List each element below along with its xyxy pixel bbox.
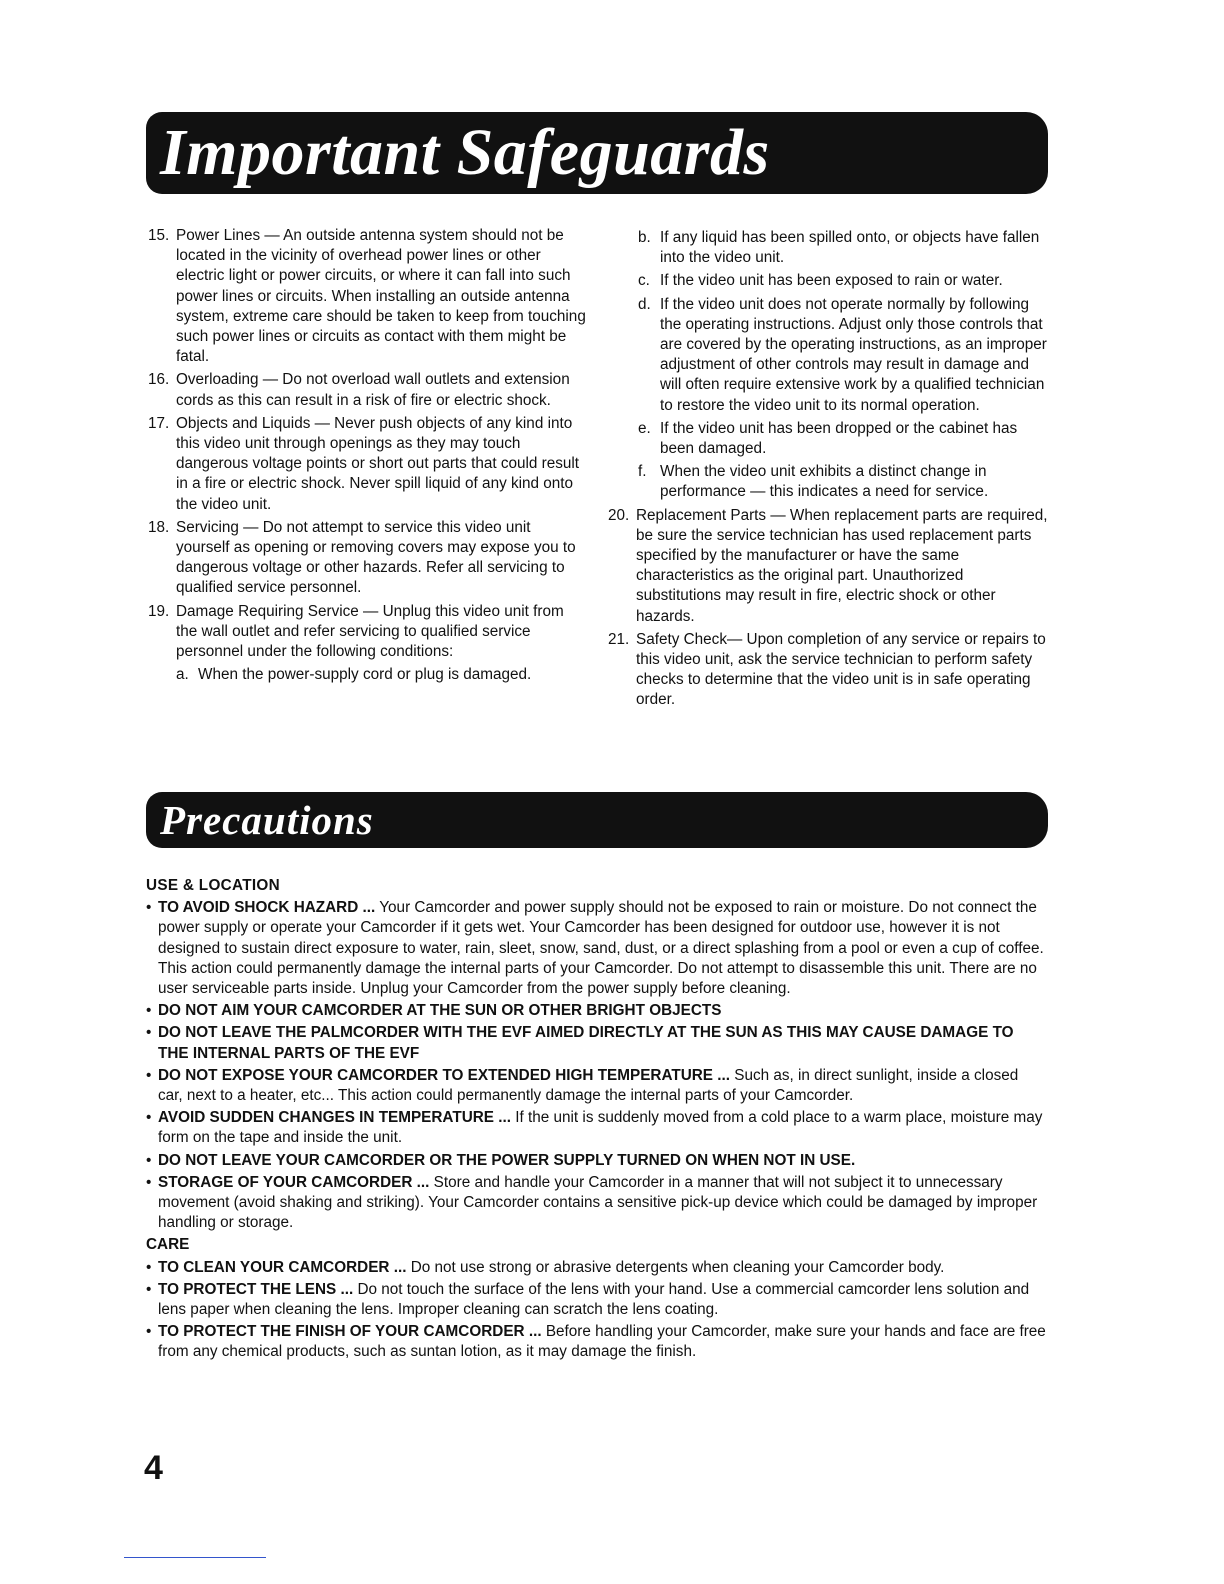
item-text: If the video unit has been exposed to rain or water. xyxy=(660,272,1003,290)
item-text: When the video unit exhibits a distinct change in performance — this indicates a need for service. xyxy=(660,463,989,501)
lettered-subitem xyxy=(148,665,588,685)
item-letter: e. xyxy=(638,419,651,437)
item-text: If the video unit has been dropped or the cabinet has been damaged. xyxy=(660,419,1018,458)
precaution-bullet xyxy=(146,1108,1046,1148)
care-heading: CARE xyxy=(146,1236,190,1254)
bullet-icon: • xyxy=(146,1066,152,1084)
bullet-lead: TO PROTECT THE LENS ... xyxy=(158,1280,354,1298)
precaution-bullet xyxy=(146,1173,1046,1234)
bullet-icon: • xyxy=(146,1002,152,1020)
bullet-text: If the unit is suddenly moved from a cold place to a warm place, moisture may form on the tape and inside the unit. xyxy=(158,1109,1043,1147)
item-text: Objects and Liquids — Never push objects of any kind into this video unit through openings as they may touch dangerous voltage points or short out parts that could result in a fire or electric shock. Never spill liquid of any kind onto the video unit. xyxy=(176,414,580,513)
page-number: 4 xyxy=(144,1449,163,1487)
precaution-bullet xyxy=(146,898,1046,999)
item-text: If the video unit does not operate normally by following the operating instructions. Adjust only those controls that are covered by the operating instructions, as an improper adjustment of other controls may result in damage and will often require extensive work by a qualified technician to restore the video unit to its normal operation. xyxy=(660,295,1047,414)
safeguards-left-column xyxy=(148,226,588,688)
bullet-icon: • xyxy=(146,1323,152,1341)
item-number: 19. xyxy=(148,602,170,620)
bullet-body xyxy=(158,1173,1046,1234)
numbered-item xyxy=(148,602,588,663)
item-text: Overloading — Do not overload wall outlets and extension cords as this can result in a risk of fire or electric shock. xyxy=(176,371,570,409)
bullet-body xyxy=(158,1066,1046,1106)
bullet-body xyxy=(158,1322,1046,1362)
precaution-bullet xyxy=(146,1258,1046,1278)
bullet-body xyxy=(158,1151,1046,1171)
bullet-lead: TO PROTECT THE FINISH OF YOUR CAMCORDER ... xyxy=(158,1323,542,1341)
precaution-bullet xyxy=(146,1066,1046,1106)
item-letter: a. xyxy=(176,666,189,684)
safeguards-right-column xyxy=(608,228,1048,714)
lettered-subitem xyxy=(608,419,1048,459)
bullet-text: Your Camcorder and power supply should not be exposed to rain or moisture. Do not connect the power supply or operate your Camcorder if it gets wet. Your Camcorder has been designed for outdoor use, however it is not designed to sustain direct exposure to water, rain, sleet, snow, sand, dust, or a direct splashing from a pool or even a cup of coffee. This action could permanently damage the internal parts of your Camcorder. Do not attempt to disassemble this unit. There are no user serviceable parts inside. Unplug your Camcorder from the power supply before cleaning. xyxy=(158,899,1044,998)
item-number: 15. xyxy=(148,227,170,244)
lettered-subitem xyxy=(608,271,1048,291)
numbered-item xyxy=(608,630,1048,711)
item-number: 16. xyxy=(148,371,170,389)
lettered-subitem xyxy=(608,228,1048,268)
item-text: Replacement Parts — When replacement parts are required, be sure the service technician has used replacement parts specified by the manufacturer or have the same characteristics as the original part. Unauthorized substitutions may result in fire, electric shock or other hazards. xyxy=(636,506,1048,625)
bullet-lead: STORAGE OF YOUR CAMCORDER ... xyxy=(158,1173,430,1191)
bullet-text: Do not use strong or abrasive detergents when cleaning your Camcorder body. xyxy=(406,1258,945,1276)
item-number: 18. xyxy=(148,518,170,536)
numbered-item xyxy=(148,518,588,599)
bullet-lead: TO AVOID SHOCK HAZARD ... xyxy=(158,899,376,917)
item-number: 20. xyxy=(608,506,630,524)
numbered-item xyxy=(148,414,588,515)
precautions-section xyxy=(146,876,1046,1365)
bullet-icon: • xyxy=(146,899,152,917)
bullet-icon: • xyxy=(146,1109,152,1127)
bullet-icon: • xyxy=(146,1024,152,1042)
bullet-lead: DO NOT AIM YOUR CAMCORDER AT THE SUN OR OTHER BRIGHT OBJECTS xyxy=(158,1002,722,1020)
bullet-body xyxy=(158,1258,1046,1278)
item-number: 17. xyxy=(148,414,170,432)
bullet-text: Store and handle your Camcorder in a manner that will not subject it to unnecessary movement (avoid shaking and striking). Your Camcorder contains a sensitive pick-up device which could be damaged by improper handling or storage. xyxy=(158,1173,1038,1232)
precaution-bullet xyxy=(146,1280,1046,1320)
bullet-lead: DO NOT LEAVE YOUR CAMCORDER OR THE POWER SUPPLY TURNED ON WHEN NOT IN USE. xyxy=(158,1151,856,1169)
bullet-body xyxy=(158,1001,1046,1021)
precautions-title: Precautions xyxy=(160,797,374,843)
bullet-body xyxy=(158,1280,1046,1320)
item-text: Servicing — Do not attempt to service this video unit yourself as opening or removing covers may expose you to dangerous voltage or other hazards. Refer all servicing to qualified service personnel. xyxy=(176,518,576,597)
use-location-heading: USE & LOCATION xyxy=(146,877,280,894)
safeguards-title: Important Safeguards xyxy=(160,116,770,189)
bullet-icon: • xyxy=(146,1151,152,1169)
numbered-item xyxy=(608,506,1048,627)
item-number: 21. xyxy=(608,630,630,648)
bullet-text: Such as, in direct sunlight, inside a closed car, next to a heater, etc... This action could permanently damage the internal parts of your Camcorder. xyxy=(158,1066,1019,1105)
bullet-icon: • xyxy=(146,1173,152,1191)
lettered-subitem xyxy=(608,462,1048,502)
bullet-icon: • xyxy=(146,1258,152,1276)
bullet-body xyxy=(158,1108,1046,1148)
item-text: If any liquid has been spilled onto, or objects have fallen into the video unit. xyxy=(660,229,1040,267)
numbered-item xyxy=(148,370,588,410)
safeguards-banner xyxy=(146,112,1048,194)
item-text: Power Lines — An outside antenna system should not be located in the vicinity of overhead power lines or other electric light or power circuits, or where it can fall into such power lines or circuits. When installing an outside antenna system, extreme care should be taken to keep from touching such power lines or circuits as contact with them might be fatal. xyxy=(176,227,586,366)
footer-rule xyxy=(124,1557,266,1558)
item-letter: b. xyxy=(638,229,651,246)
precaution-bullet xyxy=(146,1151,1046,1171)
item-text: Damage Requiring Service — Unplug this video unit from the wall outlet and refer servicing to qualified service personnel under the following conditions: xyxy=(176,602,564,661)
item-letter: f. xyxy=(638,463,647,481)
bullet-lead: DO NOT LEAVE THE PALMCORDER WITH THE EVF AIMED DIRECTLY AT THE SUN AS THIS MAY CAUSE DAMAGE TO THE INTERNAL PARTS OF THE EVF xyxy=(158,1024,1014,1062)
bullet-text: Do not touch the surface of the lens with your hand. Use a commercial camcorder lens solution and lens paper when cleaning the lens. Improper cleaning can scratch the lens coating. xyxy=(158,1280,1030,1319)
precaution-bullet xyxy=(146,1023,1046,1063)
bullet-lead: AVOID SUDDEN CHANGES IN TEMPERATURE ... xyxy=(158,1109,511,1127)
bullet-text: Before handling your Camcorder, make sure your hands and face are free from any chemical products, such as suntan lotion, as it may damage the finish. xyxy=(158,1323,1046,1361)
care-list xyxy=(146,1258,1046,1363)
bullet-lead: DO NOT EXPOSE YOUR CAMCORDER TO EXTENDED HIGH TEMPERATURE ... xyxy=(158,1066,730,1084)
precaution-bullet xyxy=(146,1001,1046,1021)
use-location-list xyxy=(146,898,1046,1233)
lettered-subitem xyxy=(608,295,1048,416)
item-letter: d. xyxy=(638,295,651,313)
bullet-icon: • xyxy=(146,1280,152,1298)
precaution-bullet xyxy=(146,1322,1046,1362)
bullet-body xyxy=(158,898,1046,999)
bullet-lead: TO CLEAN YOUR CAMCORDER ... xyxy=(158,1258,407,1276)
item-text: Safety Check— Upon completion of any service or repairs to this video unit, ask the service technician to perform safety checks to determine that the video unit is in safe operating order. xyxy=(636,630,1046,709)
numbered-item xyxy=(148,226,588,367)
item-letter: c. xyxy=(638,272,650,290)
item-text: When the power-supply cord or plug is damaged. xyxy=(198,666,532,684)
bullet-body xyxy=(158,1023,1046,1063)
precautions-banner xyxy=(146,792,1048,848)
